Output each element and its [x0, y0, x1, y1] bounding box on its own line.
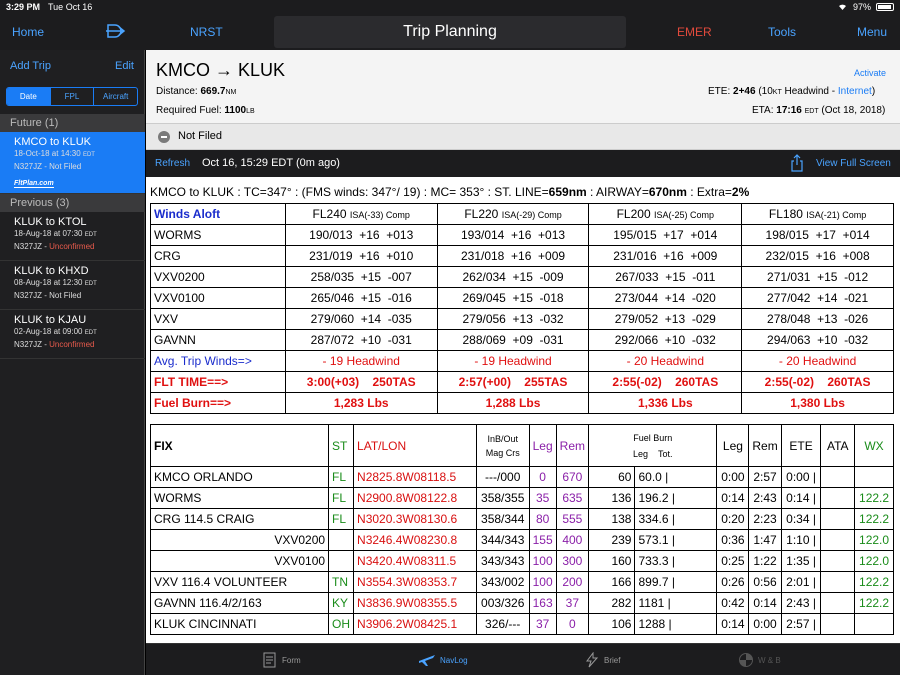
table-row: [151, 204, 894, 225]
waypoint-name: VXV0200: [151, 267, 286, 288]
ete: 0:14 |: [781, 488, 821, 509]
tab-brief-label: Brief: [604, 655, 621, 665]
table-row: [151, 467, 894, 488]
trip-item[interactable]: KLUK to KTOL 18-Aug-18 at 07:30 EDT N327JZ - Unconfirmed: [0, 212, 145, 261]
col-wx: WX: [855, 425, 894, 467]
tools-button[interactable]: Tools: [768, 25, 797, 39]
tab-brief[interactable]: [584, 644, 620, 675]
time-leg: 0:26: [717, 572, 749, 593]
status-date: Tue Oct 16: [48, 2, 93, 12]
waypoint-name: VXV0100: [151, 288, 286, 309]
status-bar: [0, 0, 900, 14]
home-button[interactable]: Home: [12, 25, 45, 39]
ete-value: 2+46: [733, 86, 756, 97]
ete: 1:35 |: [781, 551, 821, 572]
trip-title: KMCO to KLUK: [14, 136, 92, 148]
activate-button[interactable]: Activate: [854, 68, 887, 78]
fuel-value: 1100: [224, 105, 247, 116]
trip-title: KLUK to KTOL: [14, 216, 87, 228]
time-leg: 0:20: [717, 509, 749, 530]
lat-lon: N2900.8W08122.8: [354, 488, 477, 509]
leg-distance: 100: [529, 551, 556, 572]
trip-item[interactable]: KLUK to KHXD 08-Aug-18 at 12:30 EDT N327JZ - Not Filed: [0, 261, 145, 310]
col-course: InB/Out Mag Crs: [476, 425, 529, 467]
fltplan-logo: FltPlan.com: [14, 180, 54, 187]
time-leg: 0:00: [717, 467, 749, 488]
fuel-total: 733.3 |: [635, 551, 717, 572]
wind-cell: 262/034 +15 -009: [437, 267, 589, 288]
trip-status: Not Filed: [49, 291, 82, 300]
leg-distance: 37: [529, 614, 556, 635]
flt-time-cell: 2:57(+00) 255TAS: [437, 372, 589, 393]
winds-level-header: FL240 ISA(-33) Comp: [285, 204, 437, 225]
table-row: [151, 246, 894, 267]
wind-cell: 288/069 +09 -031: [437, 330, 589, 351]
wind-cell: 292/066 +10 -032: [589, 330, 742, 351]
fuel-label: Required Fuel:: [156, 105, 222, 116]
fuel-total: 1288 |: [635, 614, 717, 635]
tab-navlog[interactable]: [418, 644, 468, 675]
fuel-total: 60.0 |: [635, 467, 717, 488]
time-rem: 1:22: [749, 551, 781, 572]
fuel-total: 573.1 |: [635, 530, 717, 551]
leg-distance: 155: [529, 530, 556, 551]
leg-distance: 0: [529, 467, 556, 488]
fuel-burn-cell: 1,288 Lbs: [437, 393, 589, 414]
ata: [821, 488, 855, 509]
time-leg: 0:14: [717, 488, 749, 509]
tab-form-label: Form: [282, 655, 301, 665]
wind-cell: 279/052 +13 -029: [589, 309, 742, 330]
col-time-leg: Leg: [717, 425, 749, 467]
col-fix: FIX: [151, 425, 329, 467]
col-ete: ETE: [781, 425, 821, 467]
wind-cell: 232/015 +16 +008: [742, 246, 894, 267]
fix-name: CRG 114.5 CRAIG: [151, 509, 329, 530]
menu-button[interactable]: Menu: [857, 25, 888, 39]
time-leg: 0:25: [717, 551, 749, 572]
col-rem: Rem: [556, 425, 588, 467]
state: FL: [329, 488, 354, 509]
fuel-leg: 138: [589, 509, 635, 530]
trip-date: 18-Aug-18 at 07:30: [14, 229, 83, 238]
trip-tz: EDT: [82, 152, 95, 158]
ata: [821, 551, 855, 572]
fix-name: KMCO ORLANDO: [151, 467, 329, 488]
summary-st-line: 659nm: [548, 185, 587, 199]
ata: [821, 467, 855, 488]
leg-distance: 100: [529, 572, 556, 593]
ata: [821, 614, 855, 635]
wx-frequency: 122.2: [855, 509, 894, 530]
leg-distance: 80: [529, 509, 556, 530]
distance-value: 669.7: [200, 86, 226, 97]
trip-tz: EDT: [84, 330, 97, 336]
ete-wind: Headwind -: [784, 86, 836, 97]
table-row: [151, 372, 894, 393]
route-summary: [150, 185, 749, 199]
time-rem: 0:00: [749, 614, 781, 635]
wind-cell: 287/072 +10 -031: [285, 330, 437, 351]
ete: 2:43 |: [781, 593, 821, 614]
view-full-screen-button[interactable]: View Full Screen: [816, 158, 891, 169]
ete-wind-unit: KT: [772, 89, 782, 96]
rem-distance: 200: [556, 572, 588, 593]
trip-status: Unconfirmed: [49, 340, 95, 349]
avg-wind-cell: - 20 Headwind: [589, 351, 742, 372]
trip-status: Not Filed: [49, 162, 82, 171]
fuel-total: 334.6 |: [635, 509, 717, 530]
flt-time-cell: 3:00(+03) 250TAS: [285, 372, 437, 393]
lat-lon: N3906.2W08425.1: [354, 614, 477, 635]
trip-title: KLUK to KJAU: [14, 314, 87, 326]
weight-balance-icon: [738, 652, 754, 668]
ete: 0:00 |: [781, 467, 821, 488]
ata: [821, 530, 855, 551]
time-rem: 1:47: [749, 530, 781, 551]
lightning-icon: [584, 652, 600, 668]
eta-date: (Oct 18, 2018): [821, 105, 886, 116]
trip-item[interactable]: KLUK to KJAU 02-Aug-18 at 09:00 EDT N327JZ - Unconfirmed: [0, 310, 145, 359]
form-icon: [262, 652, 278, 668]
lat-lon: N3246.4W08230.8: [354, 530, 477, 551]
wind-cell: 198/015 +17 +014: [742, 225, 894, 246]
fuel-burn-label: Fuel Burn==>: [151, 393, 286, 414]
mag-course: 003/326: [476, 593, 529, 614]
plane-icon: [418, 652, 436, 668]
fuel-total: 1181 |: [635, 593, 717, 614]
waypoint-name: GAVNN: [151, 330, 286, 351]
wx-frequency: 122.0: [855, 551, 894, 572]
trip-item[interactable]: KMCO to KLUK 18-Oct-18 at 14:30 EDT N327JZ - Not Filed FltPlan.com: [0, 132, 145, 194]
ete: 2:01 |: [781, 572, 821, 593]
table-row: [151, 267, 894, 288]
mag-course: ---/000: [476, 467, 529, 488]
wind-cell: 195/015 +17 +014: [589, 225, 742, 246]
wx-frequency: 122.2: [855, 488, 894, 509]
eta-tz: EDT: [804, 108, 819, 115]
summary-extra: 2%: [731, 185, 750, 199]
tab-wb-label: W & B: [758, 655, 781, 665]
leg-distance: 163: [529, 593, 556, 614]
rem-distance: 555: [556, 509, 588, 530]
trip-detail: [146, 50, 900, 675]
fix-name: GAVNN 116.4/2/163: [151, 593, 329, 614]
fuel-leg: 239: [589, 530, 635, 551]
wind-cell: 267/033 +15 -011: [589, 267, 742, 288]
flt-time-cell: 2:55(-02) 260TAS: [589, 372, 742, 393]
lat-lon: N2825.8W08118.5: [354, 467, 477, 488]
avg-wind-cell: - 19 Headwind: [437, 351, 589, 372]
table-row: [151, 509, 894, 530]
table-row: [151, 551, 894, 572]
bottom-tab-bar: [146, 643, 900, 675]
distance-unit: NM: [225, 89, 237, 96]
table-row: [151, 330, 894, 351]
filed-status-row[interactable]: [146, 124, 900, 150]
time-rem: 0:56: [749, 572, 781, 593]
col-fuel-burn: Fuel Burn Leg Tot.: [589, 425, 717, 467]
fix-name: VXV0200: [151, 530, 329, 551]
route-title: KMCO → KLUK: [156, 60, 286, 80]
mag-course: 326/---: [476, 614, 529, 635]
tab-form[interactable]: [262, 644, 301, 675]
flt-time-label: FLT TIME==>: [151, 372, 286, 393]
sort-segmented-control: [6, 87, 138, 106]
wx-frequency: [855, 614, 894, 635]
refresh-timestamp: Oct 16, 15:29 EDT (0m ago): [202, 157, 340, 169]
col-time-rem: Rem: [749, 425, 781, 467]
fuel-total: 899.7 |: [635, 572, 717, 593]
wind-cell: 279/060 +14 -035: [285, 309, 437, 330]
wx-frequency: 122.0: [855, 530, 894, 551]
state: OH: [329, 614, 354, 635]
wind-cell: 231/019 +16 +010: [285, 246, 437, 267]
segment-fpl[interactable]: FPL: [51, 88, 95, 105]
wind-cell: 265/046 +15 -016: [285, 288, 437, 309]
table-row: [151, 614, 894, 635]
table-row: [151, 288, 894, 309]
rem-distance: 300: [556, 551, 588, 572]
trip-aircraft: N327JZ: [14, 162, 43, 171]
fuel-leg: 166: [589, 572, 635, 593]
summary-airway: 670nm: [648, 185, 687, 199]
rem-distance: 670: [556, 467, 588, 488]
state: [329, 551, 354, 572]
navlog-toolbar: [146, 150, 900, 177]
table-row: [151, 309, 894, 330]
trip-date: 18-Oct-18 at 14:30: [14, 149, 81, 158]
emer-button[interactable]: EMER: [677, 25, 712, 39]
summary-mid: : AIRWAY=: [586, 185, 649, 199]
share-icon[interactable]: [790, 154, 804, 172]
mag-course: 343/002: [476, 572, 529, 593]
top-nav: [0, 14, 900, 50]
add-trip-button[interactable]: Add Trip: [10, 60, 51, 72]
state: [329, 530, 354, 551]
lat-lon: N3420.4W08311.5: [354, 551, 477, 572]
edit-button[interactable]: Edit: [115, 60, 134, 72]
segment-date[interactable]: Date: [7, 88, 51, 105]
flt-time-cell: 2:55(-02) 260TAS: [742, 372, 894, 393]
summary-mid2: : Extra=: [686, 185, 732, 199]
eta-value: 17:16: [776, 105, 802, 116]
future-header: Future (1): [0, 114, 145, 132]
winds-level-header: FL200 ISA(-25) Comp: [589, 204, 742, 225]
wind-cell: 269/045 +15 -018: [437, 288, 589, 309]
mag-course: 358/344: [476, 509, 529, 530]
table-row: [151, 393, 894, 414]
col-st: ST: [329, 425, 354, 467]
fuel-leg: 160: [589, 551, 635, 572]
fuel-unit: LB: [246, 108, 255, 115]
winds-level-header: FL180 ISA(-21) Comp: [742, 204, 894, 225]
fuel-leg: 282: [589, 593, 635, 614]
lat-lon: N3836.9W08355.5: [354, 593, 477, 614]
ete-source-link[interactable]: Internet: [837, 86, 872, 97]
distance-label: Distance:: [156, 86, 198, 97]
fix-name: VXV0100: [151, 551, 329, 572]
tab-navlog-label: NavLog: [440, 655, 468, 665]
leg-distance: 35: [529, 488, 556, 509]
rem-distance: 0: [556, 614, 588, 635]
time-rem: 0:14: [749, 593, 781, 614]
trip-title: KLUK to KHXD: [14, 265, 89, 277]
mag-course: 358/355: [476, 488, 529, 509]
wind-cell: 273/044 +14 -020: [589, 288, 742, 309]
trip-aircraft: N327JZ: [14, 291, 43, 300]
col-leg: Leg: [529, 425, 556, 467]
mag-course: 344/343: [476, 530, 529, 551]
avg-winds-label: Avg. Trip Winds=>: [151, 351, 286, 372]
wx-frequency: [855, 467, 894, 488]
table-row: [151, 530, 894, 551]
state: FL: [329, 509, 354, 530]
col-ata: ATA: [821, 425, 855, 467]
rem-distance: 635: [556, 488, 588, 509]
trip-date: 02-Aug-18 at 09:00: [14, 327, 83, 336]
wind-cell: 231/018 +16 +009: [437, 246, 589, 267]
fix-name: VXV 116.4 VOLUNTEER: [151, 572, 329, 593]
fuel-leg: 136: [589, 488, 635, 509]
lat-lon: N3020.3W08130.6: [354, 509, 477, 530]
state: TN: [329, 572, 354, 593]
wind-cell: 193/014 +16 +013: [437, 225, 589, 246]
winds-title: Winds Aloft: [151, 204, 286, 225]
wind-cell: 277/042 +14 -021: [742, 288, 894, 309]
not-filed-icon: [158, 131, 170, 143]
fuel-burn-cell: 1,380 Lbs: [742, 393, 894, 414]
ete-wind-kt: 10: [761, 86, 773, 97]
refresh-button[interactable]: Refresh: [155, 158, 191, 169]
route-header: KMCO → KLUK Distance: 669.7NM Required Fuel: 1100LB Activate ETE: 2+46 (10KT Headwind - Internet) ETA: 17:16 EDT (Oct 18, 2018): [146, 50, 900, 124]
battery-icon: [876, 3, 894, 11]
trip-tz: EDT: [84, 281, 97, 287]
wind-cell: 190/013 +16 +013: [285, 225, 437, 246]
wind-cell: 294/063 +10 -032: [742, 330, 894, 351]
ata: [821, 509, 855, 530]
fix-name: WORMS: [151, 488, 329, 509]
lat-lon: N3554.3W08353.7: [354, 572, 477, 593]
rem-distance: 400: [556, 530, 588, 551]
ata: [821, 593, 855, 614]
trip-aircraft: N327JZ: [14, 340, 43, 349]
table-row: [151, 225, 894, 246]
avg-wind-cell: - 20 Headwind: [742, 351, 894, 372]
fuel-leg: 60: [589, 467, 635, 488]
table-row: [151, 488, 894, 509]
battery-percent: 97%: [852, 2, 871, 12]
wind-cell: 279/056 +13 -032: [437, 309, 589, 330]
fuel-burn-cell: 1,336 Lbs: [589, 393, 742, 414]
waypoint-name: CRG: [151, 246, 286, 267]
avg-wind-cell: - 19 Headwind: [285, 351, 437, 372]
eta-label: ETA:: [752, 105, 774, 116]
wind-cell: 278/048 +13 -026: [742, 309, 894, 330]
time-leg: 0:36: [717, 530, 749, 551]
wind-cell: 271/031 +15 -012: [742, 267, 894, 288]
wx-frequency: 122.2: [855, 572, 894, 593]
trip-status: Unconfirmed: [49, 242, 95, 251]
table-row: [151, 425, 894, 467]
trip-tz: EDT: [84, 232, 97, 238]
page-title: Trip Planning: [274, 16, 626, 48]
winds-aloft-table: [150, 203, 894, 414]
previous-header: Previous (3): [0, 194, 145, 212]
trip-aircraft: N327JZ: [14, 242, 43, 251]
wx-frequency: 122.2: [855, 593, 894, 614]
fuel-total: 196.2 |: [635, 488, 717, 509]
nrst-button[interactable]: NRST: [190, 25, 223, 39]
navlog-table: [150, 424, 894, 635]
ete: 2:57 |: [781, 614, 821, 635]
ete-label: ETE:: [708, 86, 731, 97]
ete: 1:10 |: [781, 530, 821, 551]
waypoint-name: WORMS: [151, 225, 286, 246]
table-row: [151, 593, 894, 614]
wifi-icon: [837, 2, 848, 12]
fuel-burn-cell: 1,283 Lbs: [285, 393, 437, 414]
time-rem: 2:23: [749, 509, 781, 530]
state: KY: [329, 593, 354, 614]
wind-cell: 258/035 +15 -007: [285, 267, 437, 288]
filed-status: Not Filed: [178, 130, 223, 142]
rem-distance: 37: [556, 593, 588, 614]
status-time: 3:29 PM: [6, 2, 41, 12]
ete: 0:34 |: [781, 509, 821, 530]
table-row: [151, 351, 894, 372]
direct-to-icon[interactable]: [106, 16, 126, 52]
fix-name: KLUK CINCINNATI: [151, 614, 329, 635]
time-leg: 0:14: [717, 614, 749, 635]
mag-course: 343/343: [476, 551, 529, 572]
trip-sidebar: [0, 50, 145, 675]
segment-aircraft[interactable]: Aircraft: [103, 92, 129, 101]
summary-prefix: KMCO to KLUK : TC=347° : (FMS winds: 347°/ 19) : MC= 353° : ST. LINE=: [150, 185, 549, 199]
col-latlon: LAT/LON: [354, 425, 477, 467]
wind-cell: 231/016 +16 +009: [589, 246, 742, 267]
time-rem: 2:43: [749, 488, 781, 509]
winds-level-header: FL220 ISA(-29) Comp: [437, 204, 589, 225]
time-leg: 0:42: [717, 593, 749, 614]
table-row: [151, 572, 894, 593]
ata: [821, 572, 855, 593]
waypoint-name: VXV: [151, 309, 286, 330]
tab-wb[interactable]: [738, 644, 781, 675]
time-rem: 2:57: [749, 467, 781, 488]
trip-date: 08-Aug-18 at 12:30: [14, 278, 83, 287]
fuel-leg: 106: [589, 614, 635, 635]
state: FL: [329, 467, 354, 488]
